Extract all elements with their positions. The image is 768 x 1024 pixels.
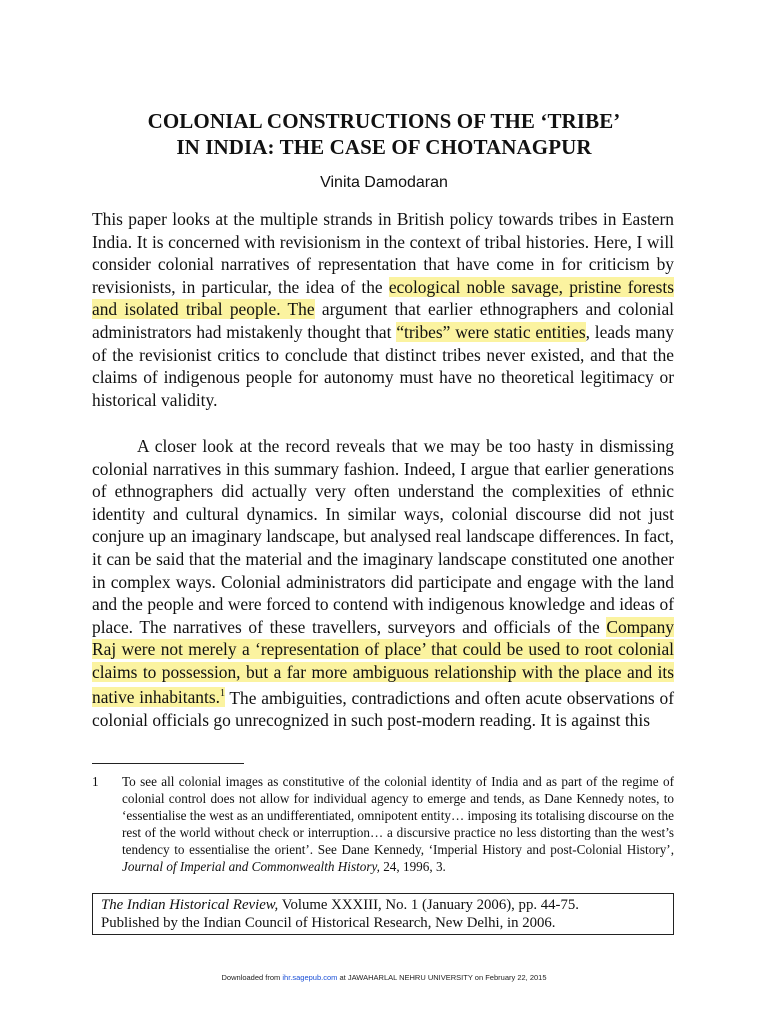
download-note-prefix: Downloaded from [221, 973, 283, 982]
download-link[interactable]: ihr.sagepub.com [282, 973, 338, 982]
article-title [60, 108, 708, 160]
paragraph-1-text-a: This paper looks at the multiple strands in British policy towards tribes in Eastern India. It is concerned with revisionism in the context of tribal histories. Here, I will consider colonial narratives of representation that have come in for criticism by revisionists, in particular, the idea of the [92, 209, 674, 297]
paragraph-1-text-b: argument that earlier ethnographers and colonial administrators had mistakenly thought that [92, 299, 674, 342]
download-note-suffix: at JAWAHARLAL NEHRU UNIVERSITY on February 22, 2015 [337, 973, 547, 982]
highlight-company-raj-text: Company Raj were not merely a ‘representation of place’ that could be used to root colonial claims to possession, but a far more ambiguous relationship with the place and its native inhabitants. [92, 616, 674, 708]
footnote-text-b: 24, 1996, 3. [379, 859, 446, 874]
paragraph-2-text-b: The ambiguities, contradictions and often acute observations of colonial officials go unrecognized in such post-modern reading. It is against this [92, 687, 674, 730]
citation-details: Volume XXXIII, No. 1 (January 2006), pp. 44-75. [278, 897, 579, 913]
footnote-number: 1 [92, 774, 99, 789]
paragraph-2-text-a: A closer look at the record reveals that we may be too hasty in dismissing colonial narratives in this summary fashion. Indeed, I argue that earlier generations of ethnographers did actually very often understand the complexities of ethnic identity and cultural dynamics. In similar ways, colonial discourse did not just conjure up an imaginary landscape, but analysed real landscape differences. In fact, it can be said that the material and the imaginary landscape constituted one another in complex ways. Colonial administrators did participate and engage with the land and the people and were forced to contend with indigenous knowledge and ideas of place. The narratives of these travellers, surveyors and officials of the [92, 436, 674, 637]
footnote-divider [92, 763, 244, 764]
download-note [0, 973, 768, 982]
highlight-noble-savage: ecological noble savage, pristine forests and isolated tribal people. The [92, 276, 674, 320]
footnote-text [122, 773, 674, 875]
paragraph-2 [92, 435, 674, 732]
citation-box [92, 893, 674, 935]
paragraph-1 [92, 208, 674, 411]
footnote-text-a: To see all colonial images as constitutive of the colonial identity of India and as part of the regime of colonial control does not allow for individual agency to emerge and tends, as Dane Kennedy notes, to ‘essentialise the west as an undifferentiated, omnipotent entity… imposing its totalising discourse on the rest of the world without check or interruption… a discursive practice no less distorting than the west’s tendency to essentialise the orient’. See Dane Kennedy, ‘Imperial History and post-Colonial History’, [122, 774, 674, 857]
title-line-2: IN INDIA: THE CASE OF CHOTANAGPUR [176, 135, 592, 159]
author-name: Vinita Damodaran [320, 174, 448, 191]
highlight-static-entities: “tribes” were static entities [396, 321, 586, 342]
citation-line-1 [101, 896, 665, 914]
footnote-marker[interactable]: 1 [219, 688, 225, 700]
footnote-journal: Journal of Imperial and Commonwealth History, [122, 859, 380, 874]
footnote-1 [92, 773, 674, 875]
citation-line-2: Published by the Indian Council of Historical Research, New Delhi, in 2006. [101, 915, 556, 931]
citation-journal: The Indian Historical Review, [101, 897, 279, 913]
title-line-1: COLONIAL CONSTRUCTIONS OF THE ‘TRIBE’ [147, 109, 621, 133]
paragraph-1-text-c: , leads many of the revisionist critics to conclude that distinct tribes never existed, and that the claims of indigenous people for autonomy must have no theoretical legitimacy or historical validity. [92, 321, 674, 410]
